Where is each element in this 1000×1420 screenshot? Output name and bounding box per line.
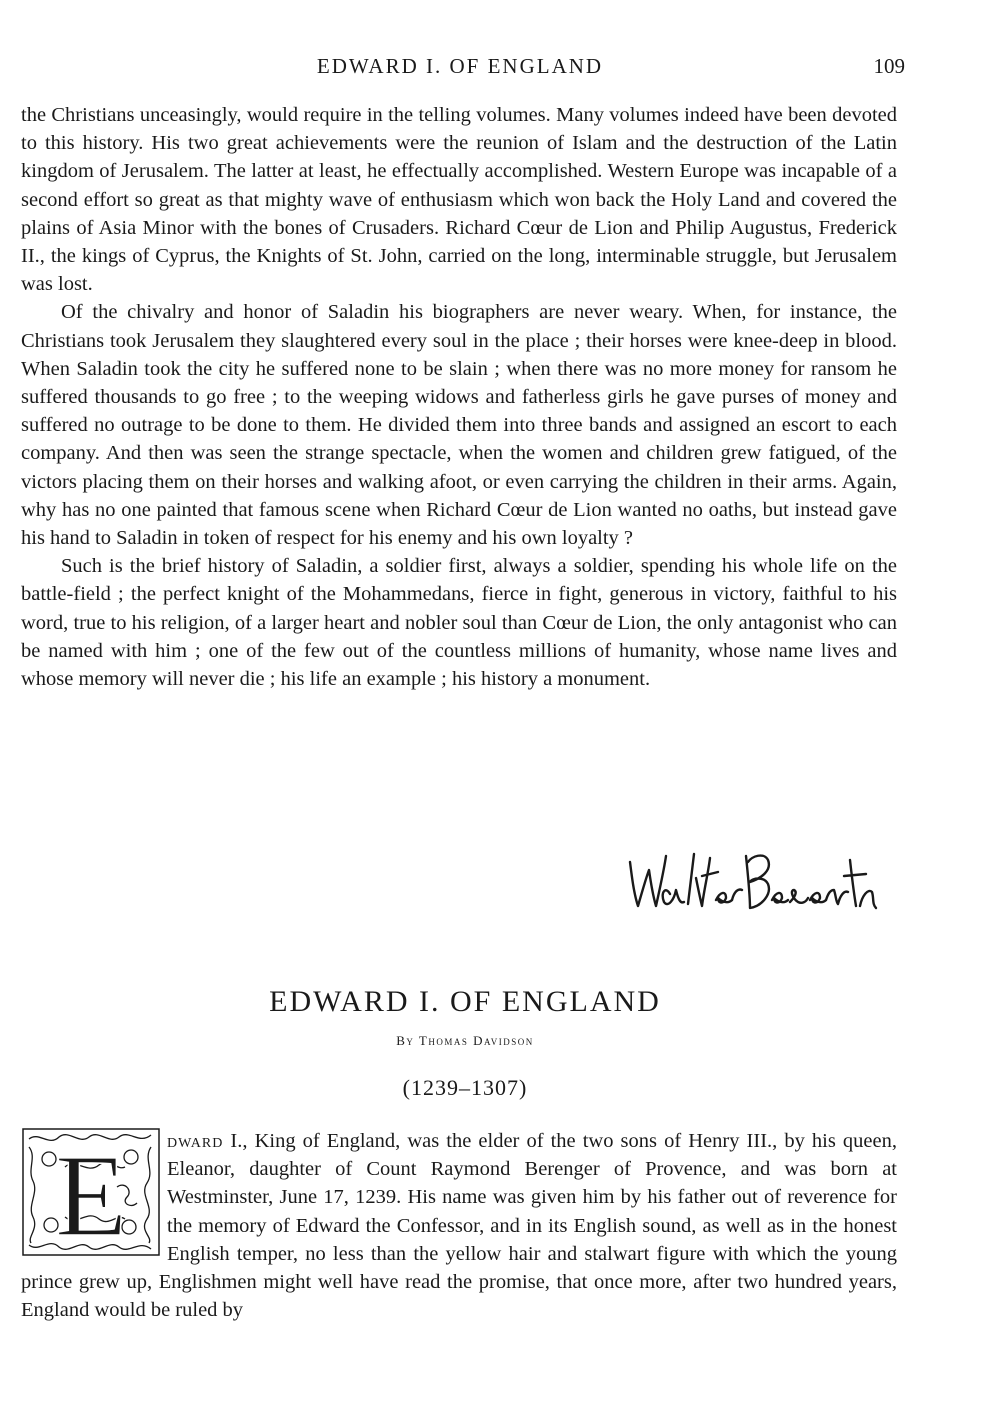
article-opening-text xyxy=(21,1127,897,1324)
paragraph: Such is the brief history of Saladin, a soldier first, always a soldier, spending his whole life on the battle-field ; the perfect knight of the Mohammedans, fierce in fight, generous in victory, faithful to his word, true to his religion, of a larger heart and nobler soul than Cœur de Lion, the only antagonist who can be named with him ; one of the few out of the countless millions of humanity, whose name lives and whose memory will never die ; his life an example ; his history a monument. xyxy=(21,555,897,691)
ornamental-initial-e xyxy=(21,1127,161,1257)
opening-paragraph: I., King of England, was the elder of the two sons of Henry III., by his queen, Eleanor, daughter of Count Raymond Berenger of Provence, and was born at Westminster, June 17, 1239. His name was given him by his father out of reverence for the memory of Edward the Confessor, and in its English sound, as well as in the honest English temper, no less than the yellow hair and stalwart figure with which the young prince grew up, Englishmen might well have read the promise, that once more, after two hundred years, England would be ruled by xyxy=(21,1130,897,1322)
lifespan-dates: (1239–1307) xyxy=(402,1075,528,1100)
author-signature xyxy=(622,848,882,918)
first-word-remainder: dward xyxy=(167,1130,224,1152)
continued-article-text xyxy=(21,101,897,693)
article-byline: By Thomas Davidson xyxy=(396,1033,534,1048)
paragraph: Of the chivalry and honor of Saladin his biographers are never weary. When, for instance, the Christians took Jerusalem they slaughtered every soul in the place ; their horses were knee-deep in blood. When Saladin took the city he suffered none to be slain ; when there was no more money for ransom he suffered thousands to go free ; to the weeping widows and fatherless girls he gave purses of money and suffered no outrage to be done to them. He divided them into three bands and assigned an escort to each company. And then was seen the strange spectacle, when the women and children grew fatigued, of the victors placing them on their horses and walking afoot, or even carrying the children in their arms. Again, why has no one painted that famous scene when Richard Cœur de Lion wanted no oaths, but instead gave his hand to Saladin in token of respect for his enemy and his own loyalty ? xyxy=(21,301,897,550)
initial-letter: E xyxy=(54,1130,128,1257)
paragraph: the Christians unceasingly, would require in the telling volumes. Many volumes indeed have been devoted to this history. His two great achievements were the reunion of Islam and the destruction of the Latin kingdom of Jerusalem. The latter at least, he effectually accomplished. Western Europe was incapable of a second effort so great as that mighty wave of enthusiasm which won back the Holy Land and covered the plains of Asia Minor with the bones of Crusaders. Richard Cœur de Lion and Philip Augustus, Frederick II., the kings of Cyprus, the Knights of St. John, carried on the long, interminable struggle, but Jerusalem was lost. xyxy=(21,104,897,296)
page-number: 109 xyxy=(873,54,905,78)
running-header xyxy=(0,54,1000,84)
article-title: EDWARD I. OF ENGLAND xyxy=(269,985,661,1018)
running-title: EDWARD I. OF ENGLAND xyxy=(316,54,604,78)
